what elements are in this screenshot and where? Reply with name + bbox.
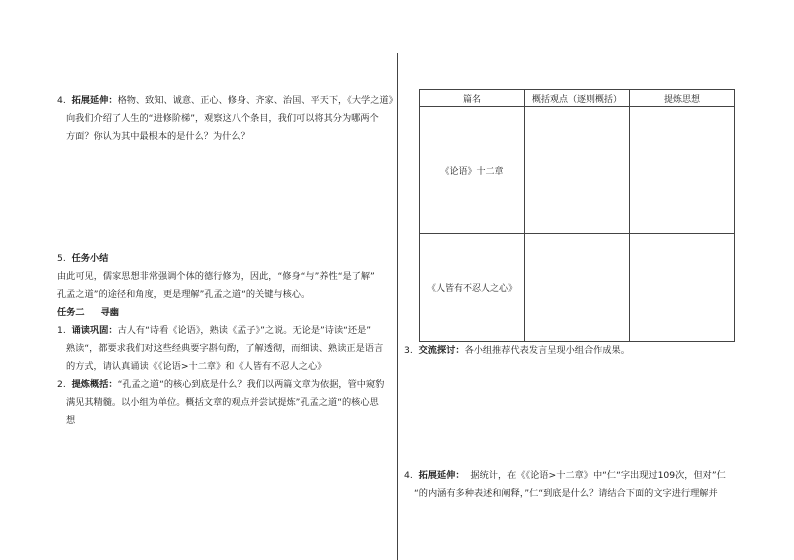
column-divider <box>397 53 398 560</box>
left-item2-line3: 想 <box>66 415 76 426</box>
left-item4-line1 <box>57 94 398 107</box>
left-item1-line1 <box>57 324 371 337</box>
left-item2-line2: 满见其精髓。以小组为单位。概括文章的观点并尝试提炼”孔孟之道“的核心思 <box>66 397 379 408</box>
right-item3-text: 各小组推荐代表发言呈现小组合作成果。 <box>464 345 630 356</box>
left-item2-line1 <box>57 378 384 391</box>
right-item3-label: 交流探讨： <box>418 345 465 356</box>
table-header-thought: 提炼思想 <box>630 90 735 107</box>
table-header-viewpoint: 概括观点（逐则概括） <box>525 90 630 107</box>
right-item3-number: 3. <box>404 345 413 356</box>
table-row <box>420 234 735 342</box>
table-cell-viewpoint[interactable] <box>525 107 630 234</box>
right-item4-line2: “的内涵有多种表述和阐释，”仁“到底是什么？请结合下面的文字进行理解并 <box>414 488 718 499</box>
left-item5-number: 5. <box>57 253 66 264</box>
task2-title: 寻幽 <box>100 307 119 318</box>
left-item5-line1: 由此可见，儒家思想非常强调个体的德行修为，因此，“修身“与”养性“是了解” <box>57 271 375 282</box>
right-item4-label: 拓展延伸： <box>418 470 465 481</box>
table-cell-thought[interactable] <box>630 107 735 234</box>
left-item1-line2: 熟读“，都要求我们对这些经典要字斟句酌，了解透彻，而细读、熟读正是语言 <box>66 343 384 354</box>
left-item5-label: 任务小结 <box>71 253 109 264</box>
task2-label: 任务二 <box>57 307 85 318</box>
left-item1-label: 诵读巩固： <box>71 325 118 336</box>
table-cell-title: 《人皆有不忍人之心》 <box>420 234 525 342</box>
table-cell-viewpoint[interactable] <box>525 234 630 342</box>
summary-table <box>419 89 735 342</box>
left-item2-label: 提炼概括： <box>71 379 118 390</box>
task2-heading <box>57 306 119 319</box>
table-row <box>420 107 735 234</box>
left-item4-number: 4. <box>57 95 66 106</box>
right-item3-line <box>404 344 630 357</box>
left-item1-line3: 的方式，请认真诵读《《论语>十二章》和《人皆有不忍人之心》 <box>66 361 327 372</box>
left-item2-number: 2. <box>57 379 66 390</box>
left-item4-text1: 格物、致知、诚意、正心、修身、齐家、治国、平天下，《大学之道》 <box>117 95 398 106</box>
table-header-row <box>420 90 735 107</box>
left-item5-heading <box>57 252 108 265</box>
left-item1-text1: 古人有“诗看《论语》，熟读《孟子》”之说。无论是”诗读“还是” <box>117 325 372 336</box>
right-item4-number: 4. <box>404 470 413 481</box>
left-item5-line2: 孔孟之道”的途径和角度，更是理解”孔孟之道“的关键与核心。 <box>57 289 311 300</box>
left-item4-line3: 方面？你认为其中最根本的是什么？为什么？ <box>66 131 250 142</box>
left-item2-text1: “孔孟之道“的核心到底是什么？我们以两篇文章为依据，管中窥豹 <box>117 379 385 390</box>
right-item4-line1 <box>404 469 726 482</box>
left-item1-number: 1. <box>57 325 66 336</box>
table-cell-title: 《论语》十二章 <box>420 107 525 234</box>
table-header-title: 篇名 <box>420 90 525 107</box>
right-item4-text1: 据统计，在《《论语>十二章》中“仁“字出现过109次，但对”仁 <box>470 470 726 481</box>
left-item4-label: 拓展延伸： <box>71 95 118 106</box>
left-item4-line2: 向我们介绍了人生的“进修阶梯”，观察这八个条目，我们可以将其分为哪两个 <box>66 113 379 124</box>
table-cell-thought[interactable] <box>630 234 735 342</box>
